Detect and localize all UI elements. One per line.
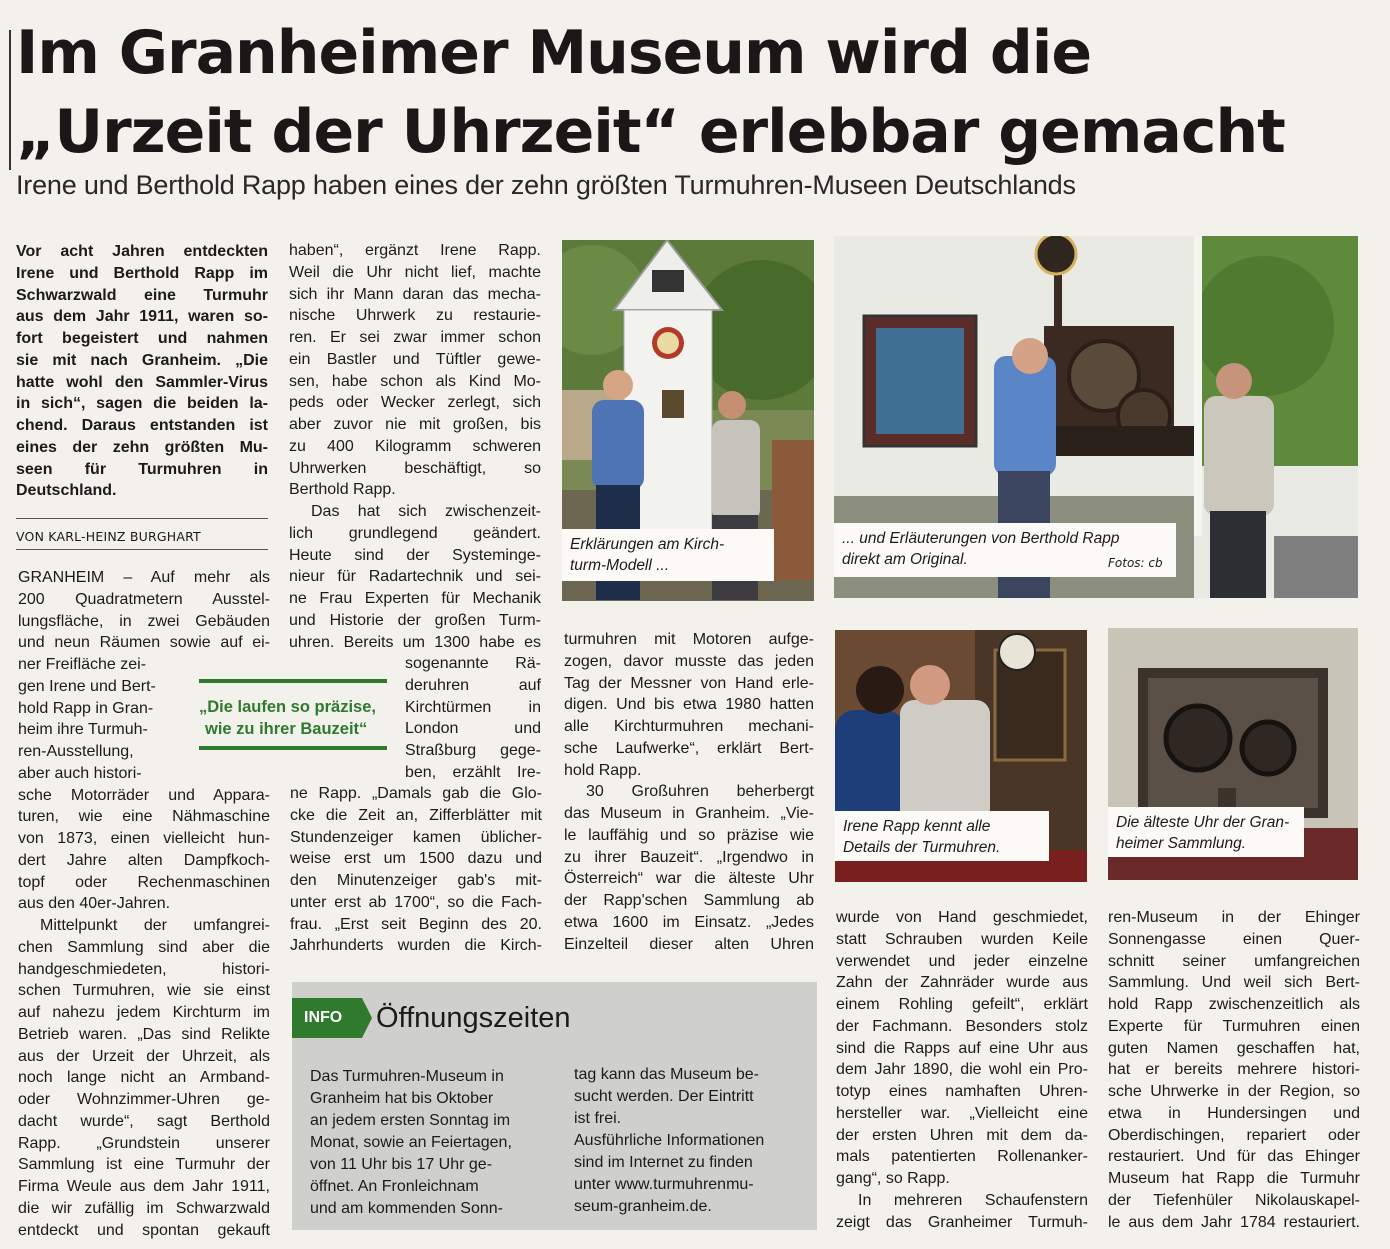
text-line: Österreich“ war die älteste Uhr: [564, 870, 814, 888]
text-line: Deutschland.: [16, 482, 117, 500]
text-line: Heute sind der Systeminge-: [289, 546, 541, 564]
text-line: Oberdischingen, repariert oder: [1108, 1126, 1360, 1144]
text-line: Das Turmuhren-Museum in: [310, 1068, 504, 1085]
text-line: sche Uhrwerke in der Region, so: [1108, 1083, 1360, 1100]
text-line: weise erst um 1500 dazu und: [290, 850, 542, 868]
text-line: aus den 40er-Jahren.: [18, 895, 171, 913]
headline-line-2: „Urzeit der Uhrzeit“ erlebbar gemacht: [16, 97, 1285, 167]
text-line: Straßburg gege-: [405, 742, 541, 759]
text-line: an jedem ersten Sonntag im: [310, 1112, 511, 1129]
text-line: handgeschmiedeten, histori-: [18, 960, 270, 978]
text-line: chend. Daraus entstanden ist: [16, 417, 268, 434]
text-line: ne Frau Experten für Mechanik: [289, 590, 541, 607]
info-column-1: [310, 1066, 550, 1220]
text-line: chen Sammlung sind aber die: [18, 938, 270, 956]
text-line: Mittelpunkt der umfangrei-: [40, 917, 270, 934]
text-line: nieur für Radartechnik und sei-: [289, 568, 541, 586]
caption-line: Die älteste Uhr der Gran-: [1116, 814, 1290, 831]
text-line: die wir zufällig im Schwarzwald: [18, 1199, 270, 1217]
text-line: zu 400 Kilogramm schweren: [289, 437, 541, 455]
article-column-4: [836, 907, 1088, 1233]
text-line: aber auch histori-: [18, 764, 142, 782]
text-line: Granheim hat bis Oktober: [310, 1090, 494, 1107]
text-line: einem Rohling gefeilt“, erklärt: [836, 996, 1088, 1013]
headline-line-1: Im Granheimer Museum wird die: [16, 18, 1092, 88]
article-column-1: [18, 567, 270, 1241]
photo-credit: Fotos: cb: [1108, 556, 1163, 570]
text-line: seum-granheim.de.: [574, 1198, 712, 1215]
article-column-2: [289, 240, 541, 653]
text-line: aus dem Jahr 1911, waren so-: [16, 308, 268, 326]
text-line: zu ihrer Bauzeit“. „Irgendwo in: [564, 848, 814, 866]
text-line: sche Laufwerke“, erklärt Bert-: [564, 739, 814, 757]
text-line: GRANHEIM – Auf mehr als: [18, 569, 270, 586]
text-line: unter erst ab 1700“, so die Fach-: [290, 893, 542, 911]
quote-rule-top: [199, 679, 387, 683]
article-column-3: [564, 629, 814, 955]
text-line: dert Jahre alten Dampfkoch-: [18, 851, 270, 869]
text-line: öffnet. An Fronleichnam: [310, 1178, 479, 1195]
caption-photo-tower-model: [562, 529, 774, 581]
text-line: alle Kirchturmuhren mechani-: [564, 718, 814, 735]
text-line: Museum hat Rapp die Turmuhr: [1108, 1170, 1360, 1187]
text-line: digen. Und bis etwa 1980 hatten: [564, 696, 814, 714]
text-line: hersteller war. „Vielleicht eine: [836, 1104, 1088, 1122]
text-line: cke die Zeit an, Zifferblätter mit: [290, 806, 542, 824]
text-line: lich grundlegend geändert.: [289, 524, 541, 542]
text-line: Experte für Turmuhren einen: [1108, 1017, 1360, 1035]
text-line: Rapp. „Grundstein unserer: [18, 1134, 270, 1152]
text-line: Irene und Berthold Rapp im: [16, 264, 268, 282]
text-line: Berthold Rapp.: [289, 481, 396, 499]
byline-rule-bottom: [16, 549, 268, 550]
text-line: sie mit nach Granheim. „Die: [16, 351, 268, 369]
text-line: mals patentierten Rollenanker-: [836, 1148, 1088, 1166]
headline: [16, 14, 1386, 172]
text-line: 30 Großuhren beherbergt: [586, 783, 814, 801]
info-label-arrow: [362, 998, 372, 1038]
info-box: [292, 982, 817, 1230]
text-line: ner Freifläche zei-: [18, 656, 147, 673]
text-line: verwendet und jeder einzelne: [836, 952, 1088, 970]
caption-line: Details der Turmuhren.: [843, 839, 1001, 856]
text-line: schen Turmuhren, wie sie einst: [18, 982, 270, 1000]
text-line: oder Wohnzimmer-Uhren ge-: [18, 1091, 270, 1108]
text-line: Schwarzwald eine Turmuhr: [16, 286, 268, 304]
text-line: das Museum in Granheim. „Vie-: [564, 805, 814, 822]
caption-line: Erklärungen am Kirch-: [570, 536, 725, 553]
text-line: der ersten Uhren mit dem da-: [836, 1126, 1088, 1144]
text-line: statt Schrauben wurden Keile: [836, 930, 1088, 948]
pull-quote: [199, 696, 376, 740]
text-line: dacht wurde“, sagt Berthold: [18, 1112, 270, 1130]
text-line: Stundenzeiger kamen üblicher-: [290, 828, 542, 846]
subheadline: Irene und Berthold Rapp haben eines der zehn größten Turmuhren-Museen Deutschlands: [16, 170, 1076, 200]
text-line: etwa 1600 im Einsatz. „Jedes: [564, 913, 814, 931]
text-line: Monat, sowie an Feiertagen,: [310, 1134, 512, 1151]
text-line: zeigt das Granheimer Turmuh-: [836, 1213, 1088, 1231]
column-rule: [9, 30, 11, 170]
caption-photo-oldest-clock: [1108, 807, 1304, 857]
article-column-2-narrow: [405, 653, 541, 784]
caption-line: turm-Modell ...: [570, 557, 670, 574]
text-line: ren-Ausstellung,: [18, 743, 134, 760]
text-line: In mehreren Schaufenstern: [858, 1191, 1088, 1209]
text-line: ein Bastler und Tüftler gewe-: [289, 350, 541, 368]
text-line: le aus dem Jahr 1784 restauriert.: [1108, 1213, 1360, 1231]
text-line: der Tiefenhüler Nikolauskapel-: [1108, 1191, 1360, 1209]
text-line: unter www.turmuhrenmu-: [574, 1176, 754, 1193]
text-line: Vor acht Jahren entdeckten: [16, 243, 268, 260]
text-line: Sammlung. Und weil sich Bert-: [1108, 974, 1360, 992]
text-line: in sich“, sagen die beiden la-: [16, 395, 268, 413]
text-line: ist frei.: [574, 1110, 622, 1127]
text-line: turmuhren mit Motoren aufge-: [564, 631, 814, 648]
byline: VON KARL-HEINZ BURGHART: [16, 529, 201, 544]
text-line: tag kann das Museum be-: [574, 1066, 759, 1083]
text-line: seen für Turmuhren in: [16, 460, 268, 478]
info-label: INFO: [292, 998, 362, 1038]
text-line: sucht werden. Der Eintritt: [574, 1088, 754, 1105]
text-line: Ausführliche Informationen: [574, 1132, 765, 1149]
text-line: aus der Urzeit der Uhrzeit, als: [18, 1047, 270, 1065]
pull-quote-line-2: wie zu ihrer Bauzeit“: [205, 720, 368, 738]
caption-line: heimer Sammlung.: [1116, 835, 1247, 852]
text-line: aber zuvor nie mit großen, bis: [289, 416, 541, 433]
text-line: Sammlung ist eine Turmuhr der: [18, 1156, 270, 1174]
text-line: entdeckt und spontan gekauft: [18, 1221, 270, 1239]
text-line: noch lange nicht an Armband-: [18, 1069, 270, 1087]
text-line: und neun Räumen sowie auf ei-: [18, 634, 270, 652]
text-line: sind die Rapps auf eine Uhr aus: [836, 1039, 1088, 1057]
text-line: Weil die Uhr nicht lief, machte: [289, 263, 541, 281]
pull-quote-line-1: „Die laufen so präzise,: [199, 698, 376, 716]
text-line: Einzelteil dieser alten Uhren: [564, 935, 814, 953]
text-line: ren. Er sei zwar immer schon: [289, 329, 541, 346]
text-line: frau. „Erst seit Beginn des 20.: [290, 915, 542, 933]
caption-line: direkt am Original.: [842, 551, 968, 568]
text-line: gang“, so Rapp.: [836, 1170, 950, 1187]
text-line: von 11 Uhr bis 17 Uhr ge-: [310, 1156, 493, 1173]
lead-paragraph: [16, 241, 268, 502]
text-line: dem Jahr 1890, die wohl ein Pro-: [836, 1061, 1088, 1079]
text-line: guten Namen geschaffen hat,: [1108, 1039, 1360, 1057]
text-line: lungsfläche, in zwei Gebäuden: [18, 612, 270, 630]
text-line: sich ihr Mann daran das mecha-: [289, 285, 541, 303]
text-line: uhren. Bereits um 1300 habe es: [289, 633, 541, 651]
text-line: sche Motorräder und Appara-: [18, 786, 270, 804]
text-line: restauriert. Und für das Ehinger: [1108, 1148, 1360, 1166]
text-line: ne Rapp. „Damals gab die Glo-: [290, 785, 542, 802]
text-line: nische Uhrwerk zu restaurie-: [289, 307, 541, 325]
caption-line: Irene Rapp kennt alle: [843, 818, 991, 835]
text-line: deruhren auf: [405, 676, 541, 694]
byline-rule-top: [16, 518, 268, 519]
text-line: totyp eines namhaften Uhren-: [836, 1083, 1088, 1100]
text-line: Tag der Messner von Hand erle-: [564, 674, 814, 692]
text-line: London und: [405, 720, 541, 738]
text-line: hat er bereits mehrere histori-: [1108, 1061, 1360, 1079]
text-line: sogenannte Rä-: [405, 655, 541, 672]
text-line: haben“, ergänzt Irene Rapp.: [289, 242, 541, 259]
text-line: le lauffähig und so präzise wie: [564, 826, 814, 844]
text-line: schnitt seiner umfangreichen: [1108, 952, 1360, 970]
text-line: von 1873, einen vielleicht hun-: [18, 830, 270, 847]
text-line: ben, erzählt Ire-: [405, 763, 541, 781]
text-line: hold Rapp in Gran-: [18, 699, 154, 717]
text-line: sind im Internet zu finden: [574, 1154, 753, 1171]
quote-rule-bottom: [199, 746, 387, 750]
info-column-2: [574, 1064, 806, 1218]
text-line: Sonnengasse einen Quer-: [1108, 930, 1360, 948]
text-line: der Rapp'schen Sammlung ab: [564, 892, 814, 909]
text-line: hold Rapp.: [564, 761, 642, 779]
text-line: den Minutenzeiger gab's mit-: [290, 872, 542, 889]
text-line: Firma Weule aus dem Jahr 1911,: [18, 1178, 270, 1195]
text-line: heim ihre Turmuh-: [18, 721, 148, 739]
caption-photo-irene-rapp: [835, 811, 1049, 861]
caption-line: ... und Erläuterungen von Berthold Rapp: [842, 530, 1120, 547]
text-line: gen Irene und Bert-: [18, 677, 156, 695]
text-line: turen, wie eine Nähmaschine: [18, 808, 270, 826]
text-line: hold Rapp zwischenzeitlich als: [1108, 996, 1360, 1013]
text-line: 200 Quadratmetern Ausstel-: [18, 590, 270, 608]
text-line: Betrieb waren. „Das sind Relikte: [18, 1025, 270, 1043]
text-line: eines der zehn größten Mu-: [16, 438, 268, 456]
article-column-5: [1108, 907, 1360, 1233]
text-line: ren-Museum in der Ehinger: [1108, 909, 1360, 926]
text-line: und Historie der großen Turm-: [289, 611, 541, 629]
text-line: Zahn der Zahnräder wurde aus: [836, 974, 1088, 992]
text-line: Kirchtürmen in: [405, 698, 541, 716]
text-line: peds oder Wecker zerlegt, sich: [289, 394, 541, 412]
text-line: Uhrwerken beschäftigt, so: [289, 459, 541, 477]
text-line: der Fachmann. Besonders stolz: [836, 1017, 1088, 1035]
text-line: und am kommenden Sonn-: [310, 1200, 503, 1217]
info-title: Öffnungszeiten: [376, 1002, 571, 1034]
text-line: Das hat sich zwischenzeit-: [311, 503, 541, 520]
text-line: wurde von Hand geschmiedet,: [836, 909, 1088, 926]
text-line: fort begeistert und nahmen: [16, 330, 268, 347]
article-column-2-bottom: [290, 783, 542, 957]
text-line: etwa in Hundersingen und: [1108, 1104, 1360, 1122]
text-line: auf nahezu jedem Kirchturm im: [18, 1004, 270, 1021]
text-line: hatte wohl den Sammler-Virus: [16, 373, 268, 391]
text-line: Jahrhunderts wurden die Kirch-: [290, 937, 542, 955]
text-line: sen, habe schon als Kind Mo-: [289, 372, 541, 390]
text-line: topf oder Rechenmaschinen: [18, 873, 270, 891]
text-line: zogen, davor musste das jeden: [564, 652, 814, 670]
